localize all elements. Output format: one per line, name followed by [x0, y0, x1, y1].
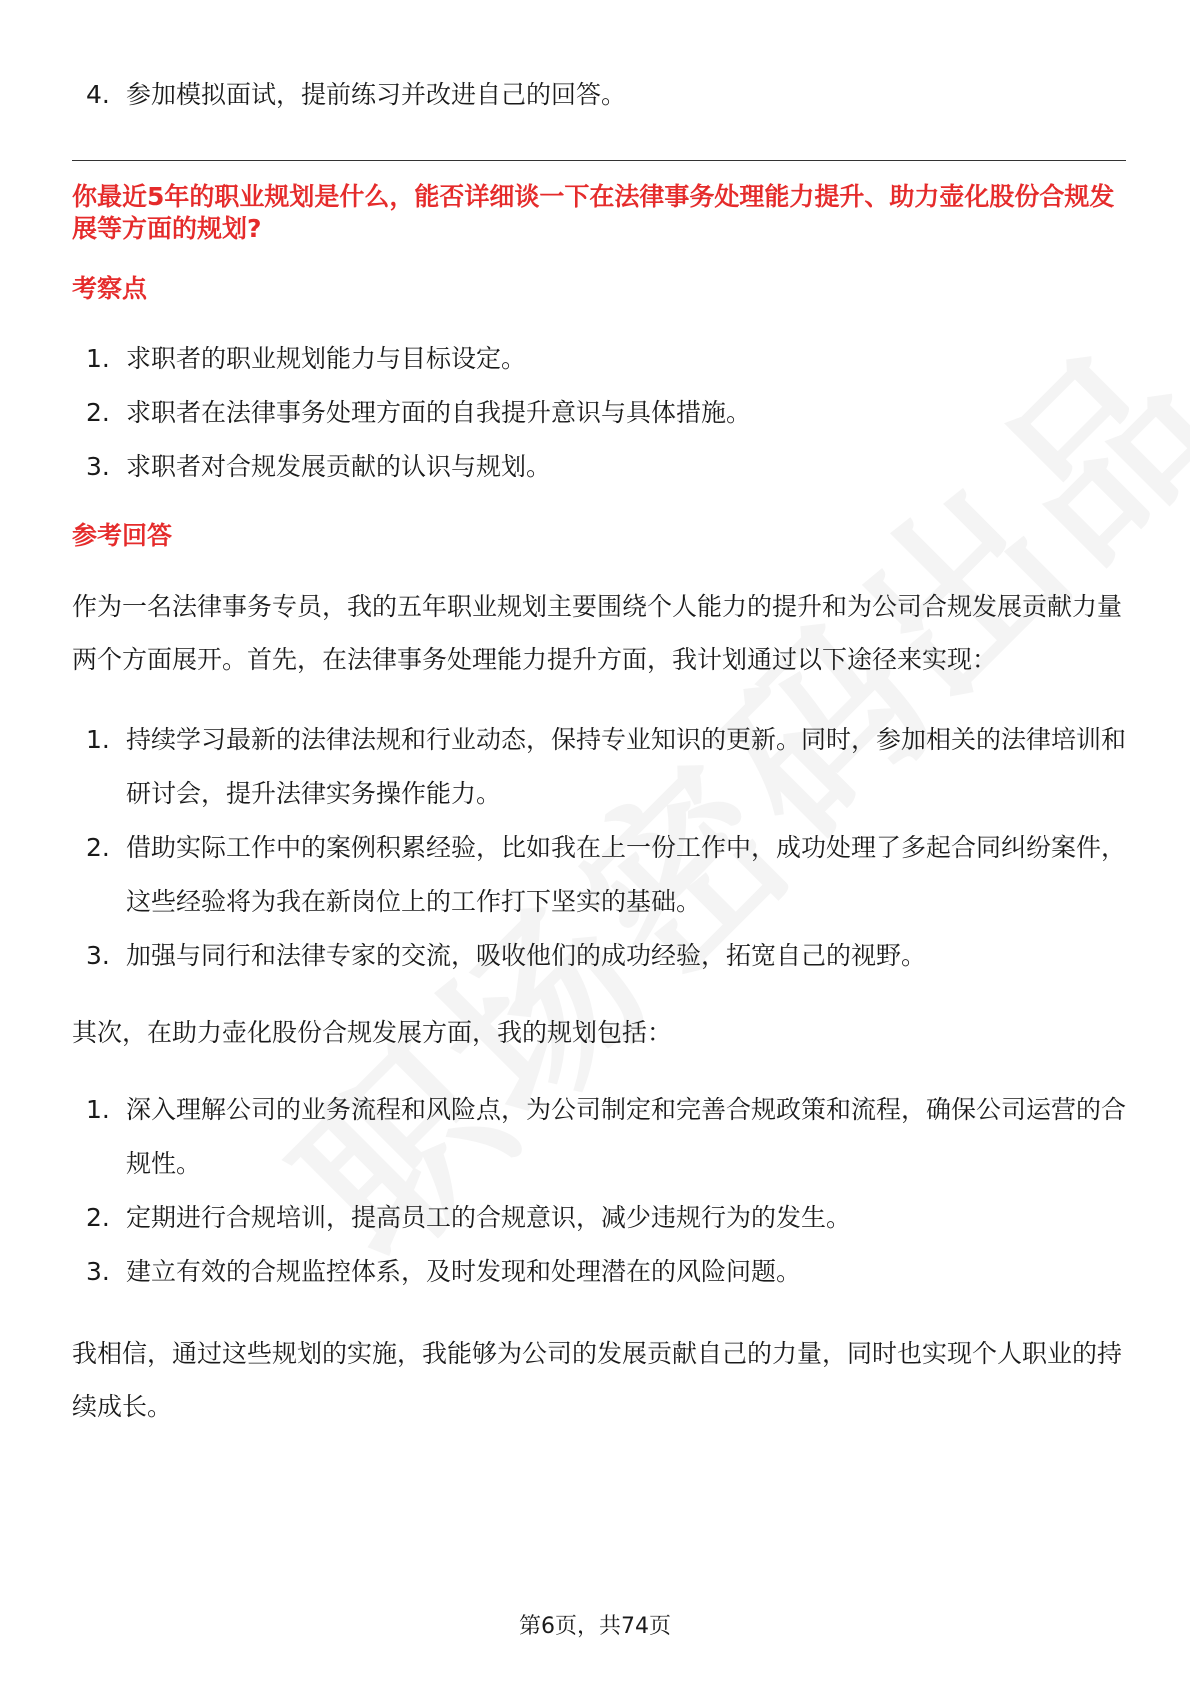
- section-divider: [72, 160, 1126, 161]
- points-heading: 考察点: [72, 274, 148, 303]
- list-text: 加强与同行和法律专家的交流，吸收他们的成功经验，拓宽自己的视野。: [126, 941, 927, 970]
- list-text: 持续学习最新的法律法规和行业动态，保持专业知识的更新。同时，参加相关的法律培训和研讨会，提升法律实务操作能力。: [126, 725, 1127, 808]
- list-number: 2.: [86, 398, 110, 427]
- list-number: 1.: [86, 1095, 110, 1124]
- list-item: [72, 1083, 1126, 1191]
- list-text: 求职者在法律事务处理方面的自我提升意识与具体措施。: [126, 398, 752, 427]
- list-number: 2.: [86, 833, 110, 862]
- answer-closing-paragraph: 我相信，通过这些规划的实施，我能够为公司的发展贡献自己的力量，同时也实现个人职业的持续成长。: [72, 1339, 1123, 1421]
- list-number: 4.: [86, 80, 110, 109]
- list-number: 3.: [86, 1257, 110, 1286]
- list-item: [72, 1245, 1126, 1299]
- ability-plan-list: [72, 713, 1126, 983]
- list-item: [72, 386, 1126, 440]
- list-item: [72, 713, 1126, 821]
- list-item: [72, 332, 1126, 386]
- list-text: 求职者对合规发展贡献的认识与规划。: [126, 452, 552, 481]
- list-text: 深入理解公司的业务流程和风险点，为公司制定和完善合规政策和流程，确保公司运营的合规性。: [126, 1095, 1127, 1178]
- list-text: 参加模拟面试，提前练习并改进自己的回答。: [126, 80, 627, 109]
- list-item: [72, 821, 1126, 929]
- previous-answer-list: [72, 68, 1126, 122]
- list-number: 2.: [86, 1203, 110, 1232]
- answer-intro-paragraph: 作为一名法律事务专员，我的五年职业规划主要围绕个人能力的提升和为公司合规发展贡献力量两个方面展开。首先，在法律事务处理能力提升方面，我计划通过以下途径来实现：: [72, 592, 1123, 674]
- list-number: 3.: [86, 941, 110, 970]
- list-item: [72, 1191, 1126, 1245]
- list-text: 定期进行合规培训，提高员工的合规意识，减少违规行为的发生。: [126, 1203, 852, 1232]
- compliance-plan-list: [72, 1083, 1126, 1299]
- list-text: 借助实际工作中的案例积累经验，比如我在上一份工作中，成功处理了多起合同纠纷案件，这些经验将为我在新岗位上的工作打下坚实的基础。: [126, 833, 1127, 916]
- question-title: 你最近5年的职业规划是什么，能否详细谈一下在法律事务处理能力提升、助力壶化股份合规发展等方面的规划?: [72, 182, 1115, 243]
- list-item: [72, 929, 1126, 983]
- list-item: [72, 68, 1126, 122]
- page-content: [72, 0, 1126, 1433]
- page-number-footer: 第6页，共74页: [519, 1614, 671, 1639]
- list-item: [72, 440, 1126, 494]
- list-text: 建立有效的合规监控体系，及时发现和处理潜在的风险问题。: [126, 1257, 802, 1286]
- answer-second-paragraph: 其次，在助力壶化股份合规发展方面，我的规划包括：: [72, 1018, 673, 1047]
- points-list: [72, 332, 1126, 494]
- list-number: 3.: [86, 452, 110, 481]
- list-number: 1.: [86, 725, 110, 754]
- list-text: 求职者的职业规划能力与目标设定。: [126, 344, 527, 373]
- list-number: 1.: [86, 344, 110, 373]
- answer-heading: 参考回答: [72, 521, 173, 550]
